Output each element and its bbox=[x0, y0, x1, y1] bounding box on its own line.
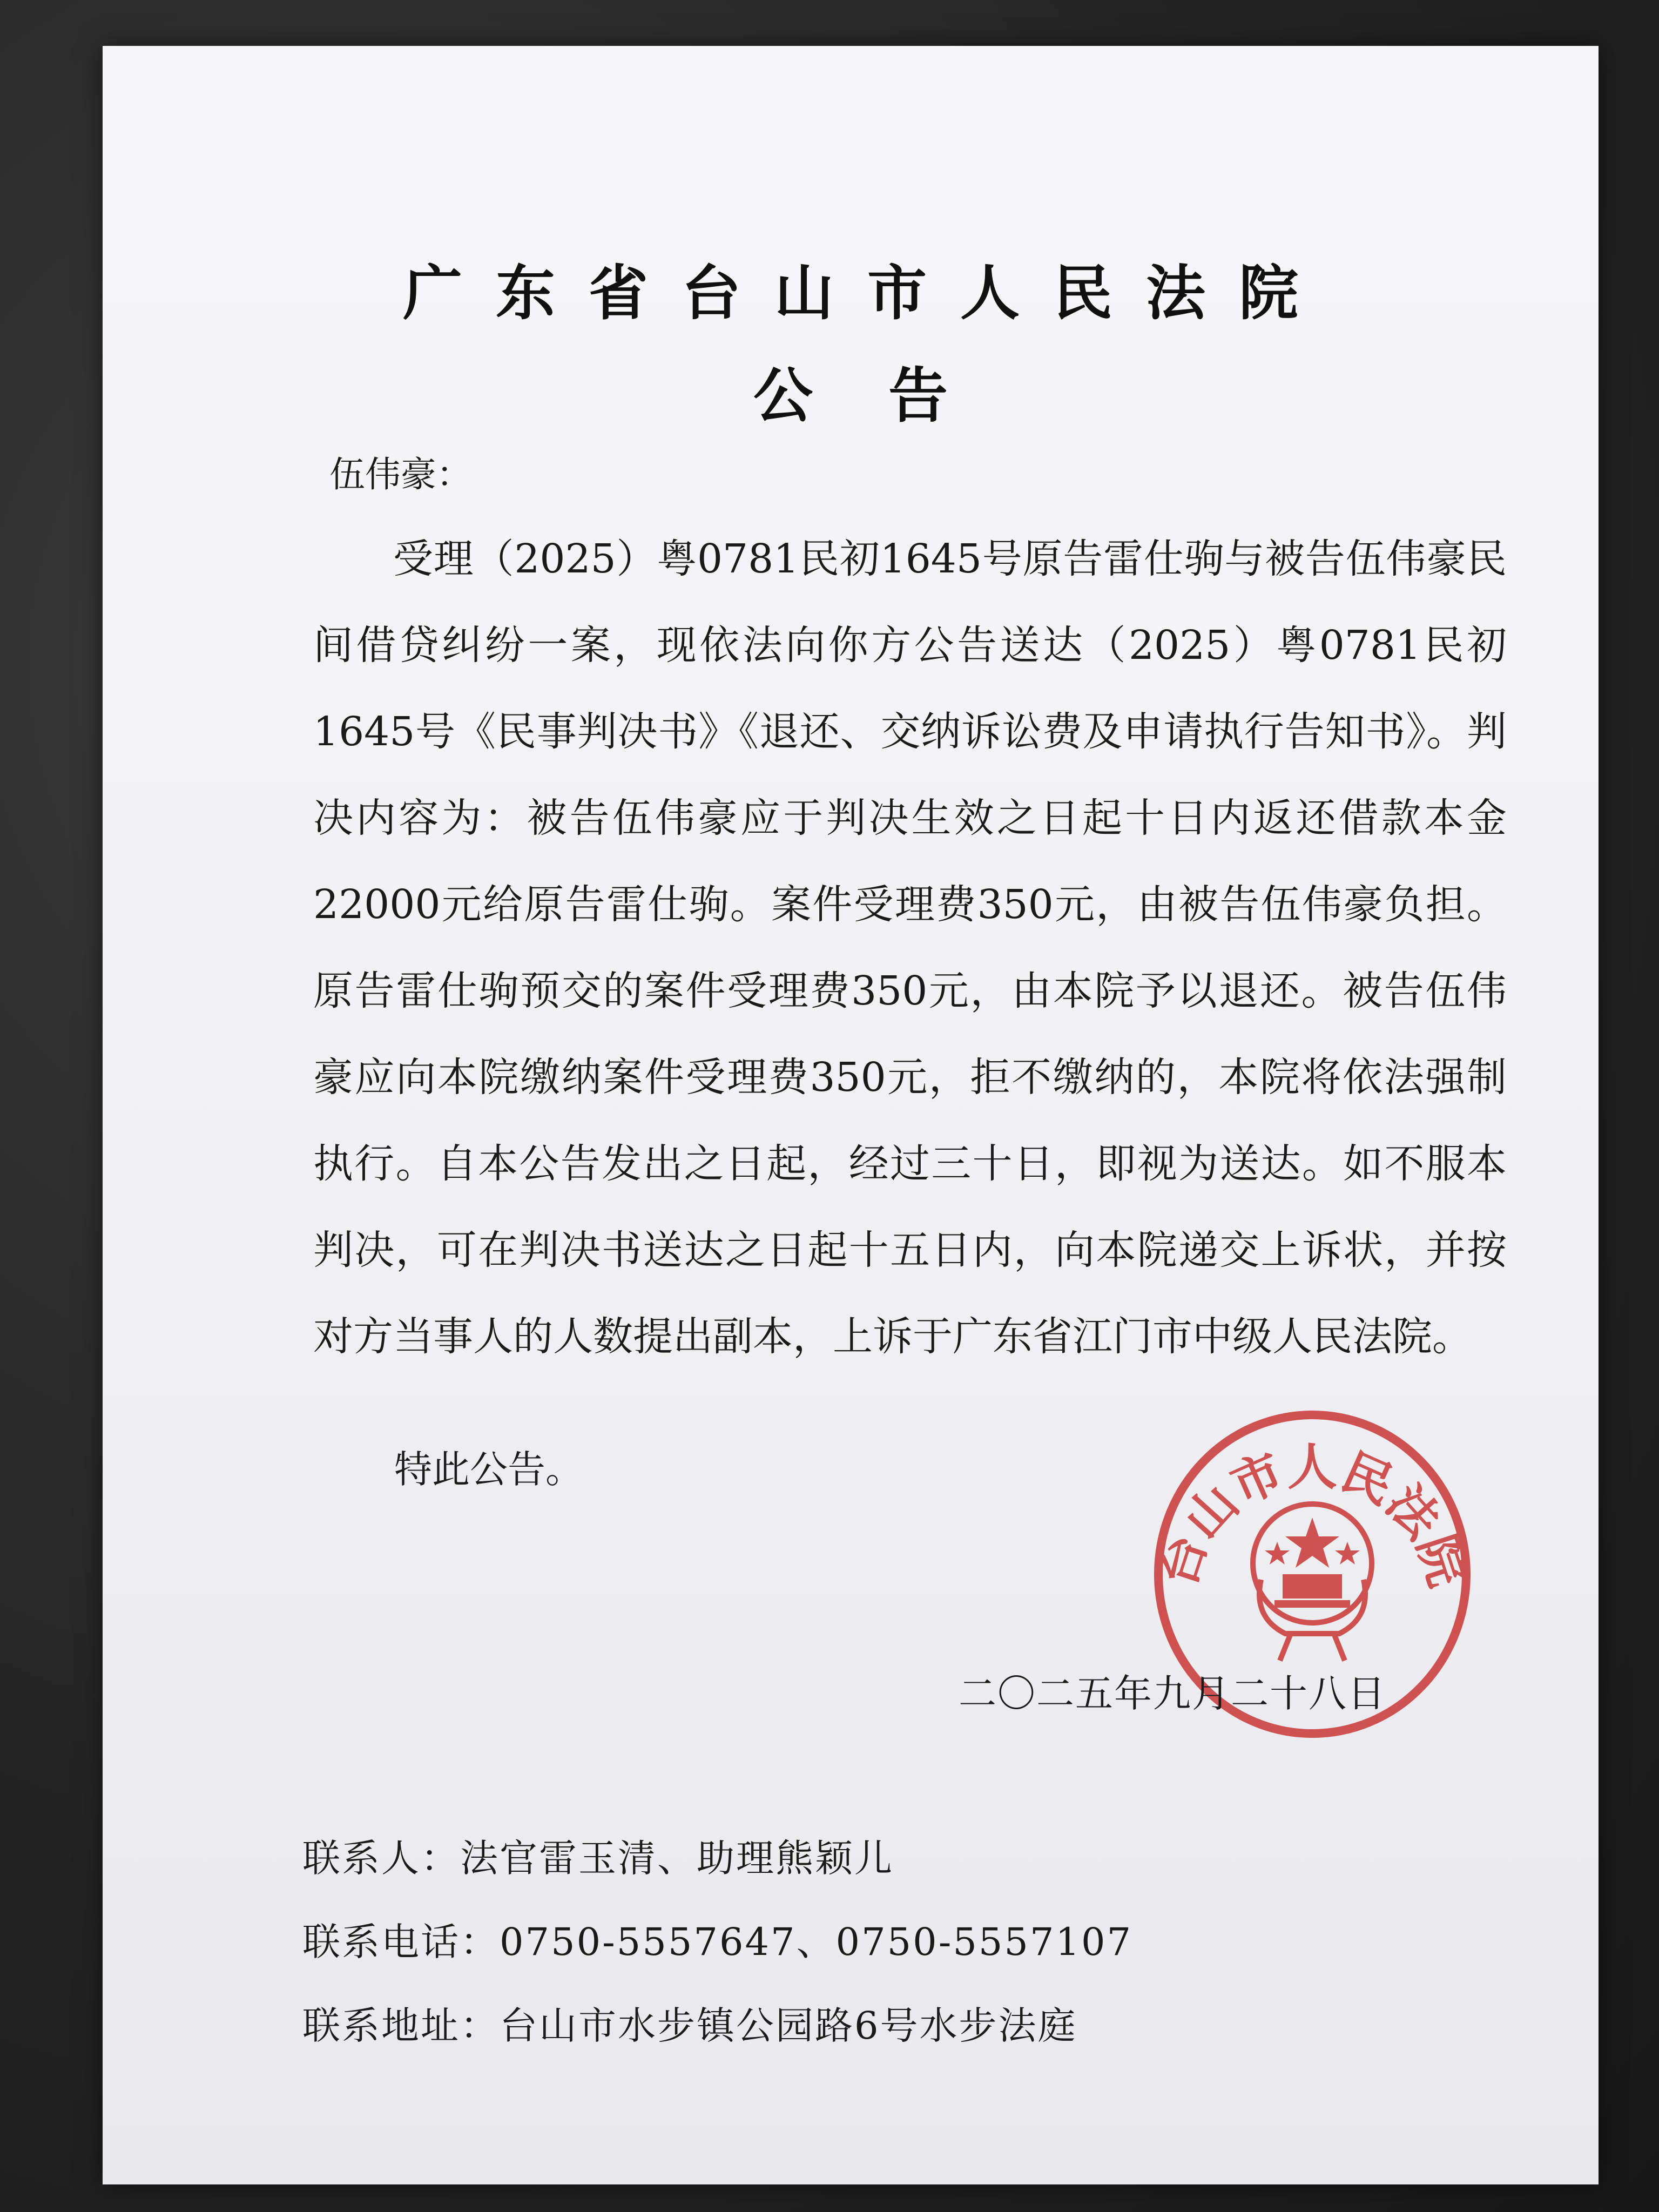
contact-address: 联系地址：台山市水步镇公园路6号水步法庭 bbox=[302, 2004, 1077, 2048]
contact-person: 联系人：法官雷玉清、助理熊颖儿 bbox=[302, 1836, 894, 1880]
national-emblem-icon bbox=[1253, 1504, 1372, 1661]
notice-paper bbox=[103, 46, 1599, 2184]
court-name-heading: 广东省台山市人民法院 bbox=[403, 259, 1332, 328]
closing-line: 特此公告。 bbox=[394, 1447, 583, 1492]
contact-phone: 联系电话：0750-5557647、0750-5557107 bbox=[302, 1920, 1133, 1964]
notice-body: 受理（2025）粤0781民初1645号原告雷仕驹与被告伍伟豪民间借贷纠纷一案，现依法向你方公告送达（2025）粤0781民初1645号《民事判决书》《退还、交纳诉讼费及申请执行告知书》。判决内容为：被告伍伟豪应于判决生效之日起十日内返还借款本金22000元给原告雷仕驹。案件受理费350元，由被告伍伟豪负担。原告雷仕驹预交的案件受理费350元，由本院予以退还。被告伍伟豪应向本院缴纳案件受理费350元，拒不缴纳的，本院将依法强制执行。自本公告发出之日起，经过三十日，即视为送达。如不服本判决，可在判决书送达之日起十五日内，向本院递交上诉状，并按对方当事人的人数提出副本，上诉于广东省江门市中级人民法院。 bbox=[313, 536, 1507, 1360]
addressee: 伍伟豪： bbox=[329, 454, 472, 495]
notice-type-heading: 公告 bbox=[753, 361, 1023, 430]
svg-text:台山市人民法院 bbox=[1148, 1438, 1477, 1593]
notice-date: 二〇二五年九月二十八日 bbox=[959, 1671, 1386, 1716]
seal-text: 台山市人民法院 bbox=[1147, 1438, 1478, 1594]
